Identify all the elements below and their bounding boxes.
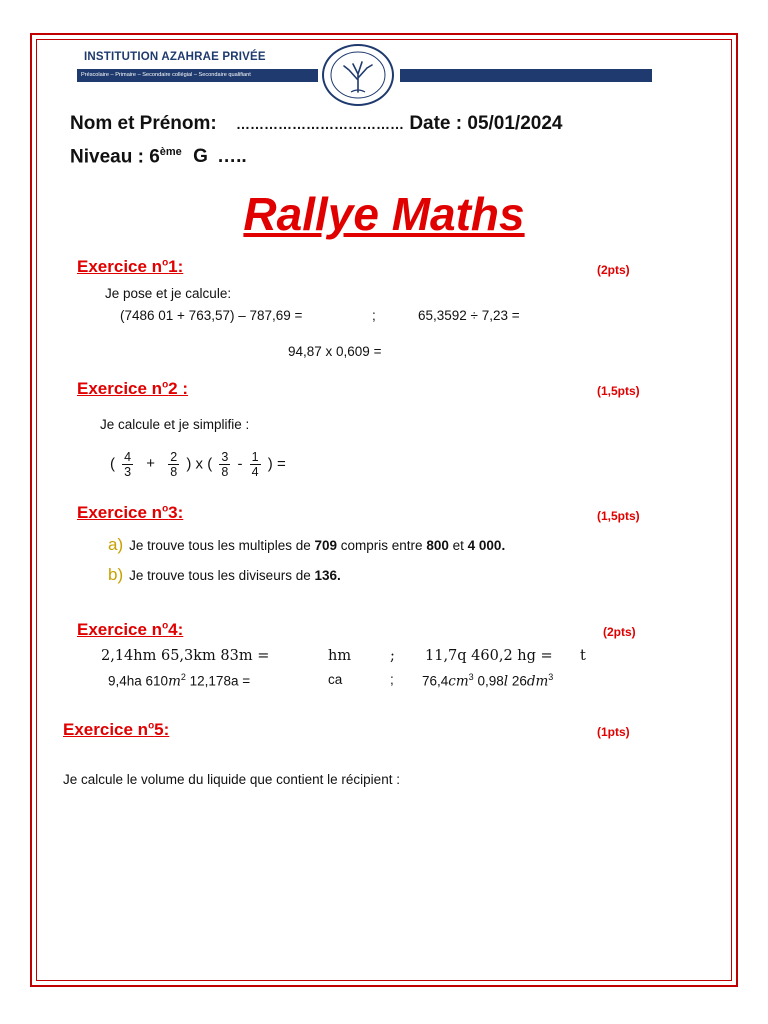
- exercise-3-title: Exercice $n^o3$:: [77, 503, 184, 522]
- level-sup: ème: [159, 146, 182, 158]
- exercise-3-item-b: b) Je trouve tous les diviseurs de 136.: [108, 565, 341, 584]
- exercise-1-intro: Je pose et je calcule:: [105, 286, 232, 301]
- exercise-1-points: (2pts): [597, 263, 630, 277]
- exercise-2-intro: Je calcule et je simplifie :: [100, 417, 250, 432]
- exercise-4-unit-ca: ca: [328, 672, 343, 687]
- fraction-2-8: $\frac{2}{8}$: [170, 450, 178, 479]
- student-name-date-line: [70, 113, 562, 135]
- institution-levels-ar: [400, 69, 652, 82]
- exercise-5-title: Exercice $n^o5$:: [63, 720, 170, 739]
- exercise-4-unit-hm: hm: [328, 648, 352, 664]
- level-blank: …..: [217, 146, 247, 168]
- level-group: G: [193, 146, 208, 168]
- exercise-3-points: (1,5pts): [597, 509, 640, 523]
- exercise-2-expression: ( $\frac{4}{3}$ + $\frac{2}{8}$ ) x ( $\frac{3}{8}$ - $\frac{1}{4}$ ) =: [110, 450, 286, 479]
- exercise-4-points: (2pts): [603, 625, 636, 639]
- date-label: Date : 05/01/2024: [409, 113, 563, 134]
- institution-name-fr: INSTITUTION AZAHRAE PRIVÉE: [84, 51, 266, 63]
- exercise-4-unit-t: t: [580, 648, 586, 664]
- fraction-4-3: $\frac{4}{3}$: [124, 450, 132, 479]
- exercise-1-op-a: (7486 01 + 763,57) – 787,69 =: [120, 308, 303, 323]
- fraction-3-8: $\frac{3}{8}$: [221, 450, 229, 479]
- tree-seal-icon: [322, 44, 394, 106]
- exercise-1-op-b: 65,3592 ÷ 7,23 =: [418, 308, 520, 323]
- exercise-4-separator-2: ;: [390, 672, 394, 687]
- level-label: Niveau : 6: [70, 146, 160, 168]
- exercise-4-conv-a: 2,14hm 65,3km 83m =: [101, 648, 270, 664]
- exercise-2-title: Exercice $n^o2$ :: [77, 379, 189, 398]
- exercise-4-conv-d: $76,4cm^3$ 0,98l $26dm^3$: [422, 672, 554, 690]
- name-label: Nom et Prénom:: [70, 113, 217, 134]
- exercise-4-conv-c: 9,4ha $610m^2$ 12,178a =: [108, 672, 251, 690]
- name-blank: ………………………………: [236, 116, 405, 132]
- exercise-4-title: Exercice $n^o4$:: [77, 620, 184, 639]
- exercise-1-op-c: 94,87 x 0,609 =: [288, 344, 382, 359]
- exercise-5-intro: Je calcule le volume du liquide que contient le récipient :: [63, 772, 400, 787]
- fraction-1-4: $\frac{1}{4}$: [251, 450, 259, 479]
- exercise-5-points: (1pts): [597, 725, 630, 739]
- institution-levels-fr: Préscolaire – Primaire – Secondaire collégial – Secondaire qualifiant: [77, 69, 318, 82]
- exercise-1-separator: ;: [372, 308, 376, 323]
- exercise-4-conv-b: 11,7q 460,2 hg =: [425, 648, 553, 664]
- page-title: Rallye Maths: [243, 188, 525, 240]
- exercise-1-title: Exercice $n^o1$:: [77, 257, 184, 276]
- level-line: [70, 146, 247, 168]
- exercise-2-points: (1,5pts): [597, 384, 640, 398]
- exercise-4-separator-1: ;: [390, 648, 395, 664]
- exercise-3-item-a: a) Je trouve tous les multiples de 709 compris entre 800 et 4 000.: [108, 535, 506, 554]
